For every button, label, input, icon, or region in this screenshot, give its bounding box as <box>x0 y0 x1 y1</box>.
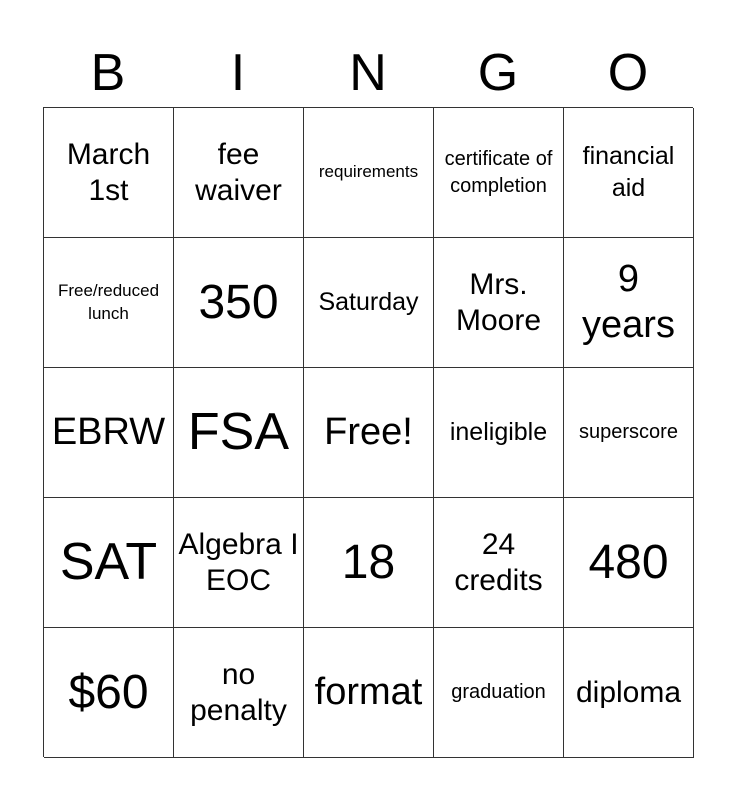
bingo-cell: FSA <box>174 368 304 498</box>
bingo-cell: superscore <box>564 368 694 498</box>
header-letter-g: G <box>477 44 519 102</box>
bingo-cell: EBRW <box>44 368 174 498</box>
header-letter-n: N <box>349 44 387 102</box>
bingo-cell: Free! <box>304 368 434 498</box>
bingo-cell: Free/reduced lunch <box>44 238 174 368</box>
bingo-cell: requirements <box>304 108 434 238</box>
bingo-cell: fee waiver <box>174 108 304 238</box>
bingo-cell: 480 <box>564 498 694 628</box>
bingo-cell: Saturday <box>304 238 434 368</box>
bingo-card-grid <box>43 107 693 757</box>
bingo-cell: graduation <box>434 628 564 758</box>
bingo-cell: 350 <box>174 238 304 368</box>
bingo-cell: certificate of completion <box>434 108 564 238</box>
bingo-cell: financial aid <box>564 108 694 238</box>
bingo-cell: $60 <box>44 628 174 758</box>
bingo-header <box>43 40 693 106</box>
header-letter-o: O <box>607 44 649 102</box>
bingo-cell: ineligible <box>434 368 564 498</box>
header-letter-b: B <box>90 44 126 102</box>
bingo-cell: SAT <box>44 498 174 628</box>
header-letter-i: I <box>230 44 246 102</box>
bingo-cell: no penalty <box>174 628 304 758</box>
bingo-cell: March 1st <box>44 108 174 238</box>
bingo-cell: 9 years <box>564 238 694 368</box>
bingo-cell: format <box>304 628 434 758</box>
bingo-cell: Algebra I EOC <box>174 498 304 628</box>
bingo-cell: Mrs. Moore <box>434 238 564 368</box>
bingo-cell: diploma <box>564 628 694 758</box>
bingo-cell: 18 <box>304 498 434 628</box>
bingo-cell: 24 credits <box>434 498 564 628</box>
